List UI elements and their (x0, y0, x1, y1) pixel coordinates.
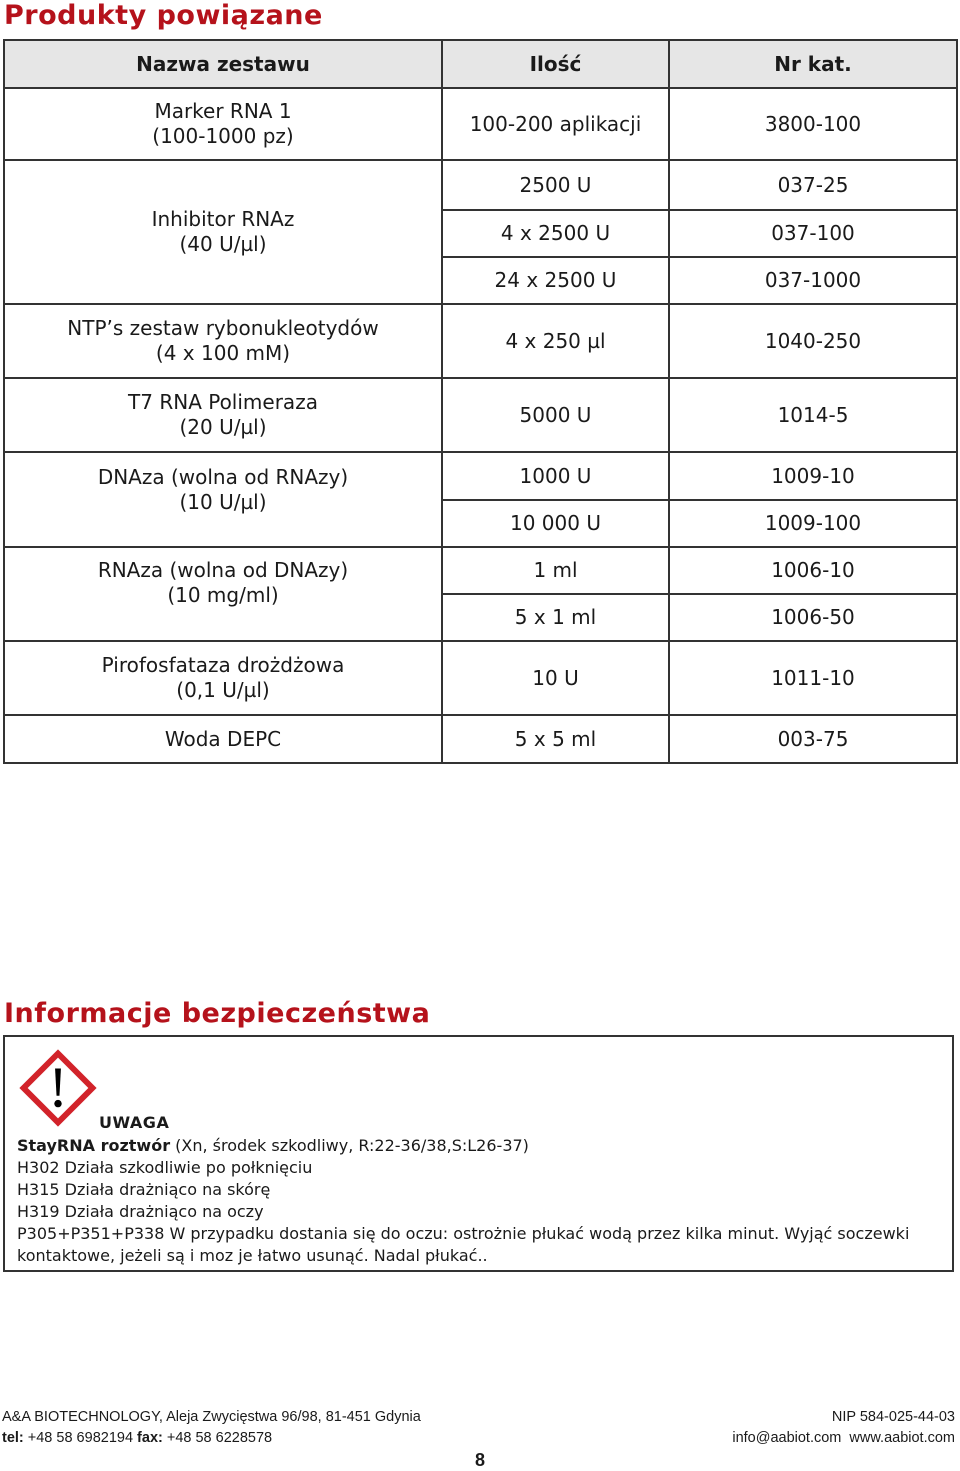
product-quantity: 4 x 2500 U (442, 210, 669, 257)
product-name: Pirofosfataza drożdżowa (0,1 U/µl) (4, 641, 442, 715)
tel-label: tel: (2, 1430, 24, 1446)
product-quantity: 10 000 U (442, 500, 669, 547)
product-catalog-number: 1006-50 (669, 594, 957, 641)
fax-number: +48 58 6228578 (162, 1430, 273, 1446)
section-title-related-products: Produkty powiązane (4, 0, 323, 31)
product-catalog-number: 1040-250 (669, 304, 957, 378)
table-row (4, 547, 957, 594)
contact-links: info@aabiot.com www.aabiot.com (732, 1430, 955, 1446)
table-header-row (4, 40, 957, 88)
table-row (4, 88, 957, 160)
column-header-quantity: Ilość (442, 40, 669, 88)
table-row (4, 641, 957, 715)
product-catalog-number: 1011-10 (669, 641, 957, 715)
substance-description: (Xn, środek szkodliwy, R:22-36/38,S:L26-37) (170, 1136, 529, 1155)
product-name: RNAza (wolna od DNAzy) (10 mg/ml) (4, 547, 442, 641)
table-row (4, 378, 957, 452)
table-row (4, 715, 957, 763)
product-quantity: 5 x 1 ml (442, 594, 669, 641)
product-catalog-number: 003-75 (669, 715, 957, 763)
product-catalog-number: 1009-10 (669, 452, 957, 500)
nip-number: NIP 584-025-44-03 (831, 1409, 955, 1425)
product-name: Inhibitor RNAz (40 U/µl) (4, 160, 442, 304)
product-name: T7 RNA Polimeraza (20 U/µl) (4, 378, 442, 452)
product-quantity: 5000 U (442, 378, 669, 452)
column-header-name: Nazwa zestawu (4, 40, 442, 88)
exclamation-hazard-icon (19, 1049, 97, 1127)
product-catalog-number: 1009-100 (669, 500, 957, 547)
product-quantity: 5 x 5 ml (442, 715, 669, 763)
product-catalog-number: 1014-5 (669, 378, 957, 452)
table-row (4, 304, 957, 378)
section-title-safety-information: Informacje bezpieczeństwa (4, 998, 431, 1029)
safety-information-box (3, 1035, 954, 1272)
product-name: DNAza (wolna od RNAzy) (10 U/µl) (4, 452, 442, 547)
product-name: Woda DEPC (4, 715, 442, 763)
product-catalog-number: 1006-10 (669, 547, 957, 594)
phone-fax-line (2, 1430, 272, 1446)
column-header-catalog-number: Nr kat. (669, 40, 957, 88)
product-quantity: 1000 U (442, 452, 669, 500)
product-catalog-number: 037-1000 (669, 257, 957, 304)
product-catalog-number: 037-25 (669, 160, 957, 210)
company-address: A&A BIOTECHNOLOGY, Aleja Zwycięstwa 96/98, 81-451 Gdynia (2, 1409, 421, 1425)
table-row (4, 452, 957, 500)
table-row (4, 160, 957, 210)
substance-name: StayRNA roztwór (17, 1136, 171, 1155)
hazard-statement-h319: H319 Działa drażniąco na oczy (17, 1202, 264, 1221)
signal-word: UWAGA (99, 1113, 170, 1132)
fax-label: fax: (137, 1430, 163, 1446)
hazard-statement-h302: H302 Działa szkodliwie po połknięciu (17, 1158, 313, 1177)
hazard-statements (17, 1135, 942, 1267)
hazard-statement-h315: H315 Działa drażniąco na skórę (17, 1180, 271, 1199)
phone-number: +48 58 6982194 (23, 1430, 138, 1446)
product-catalog-number: 3800-100 (669, 88, 957, 160)
product-quantity: 24 x 2500 U (442, 257, 669, 304)
precautionary-statement: P305+P351+P338 W przypadku dostania się do oczu: ostrożnie płukać wodą przez kilka minut. Wyjąć soczewki kontaktowe, jeżeli są i moz je łatwo usunąć. Nadal płukać.. (17, 1224, 910, 1265)
product-quantity: 10 U (442, 641, 669, 715)
substance-line (17, 1135, 942, 1157)
page-number: 8 (474, 1450, 485, 1470)
product-quantity: 2500 U (442, 160, 669, 210)
related-products-table (3, 39, 958, 764)
product-catalog-number: 037-100 (669, 210, 957, 257)
product-quantity: 1 ml (442, 547, 669, 594)
product-quantity: 100-200 aplikacji (442, 88, 669, 160)
product-quantity: 4 x 250 µl (442, 304, 669, 378)
product-name: NTP’s zestaw rybonukleotydów (4 x 100 mM) (4, 304, 442, 378)
product-name: Marker RNA 1 (100-1000 pz) (4, 88, 442, 160)
